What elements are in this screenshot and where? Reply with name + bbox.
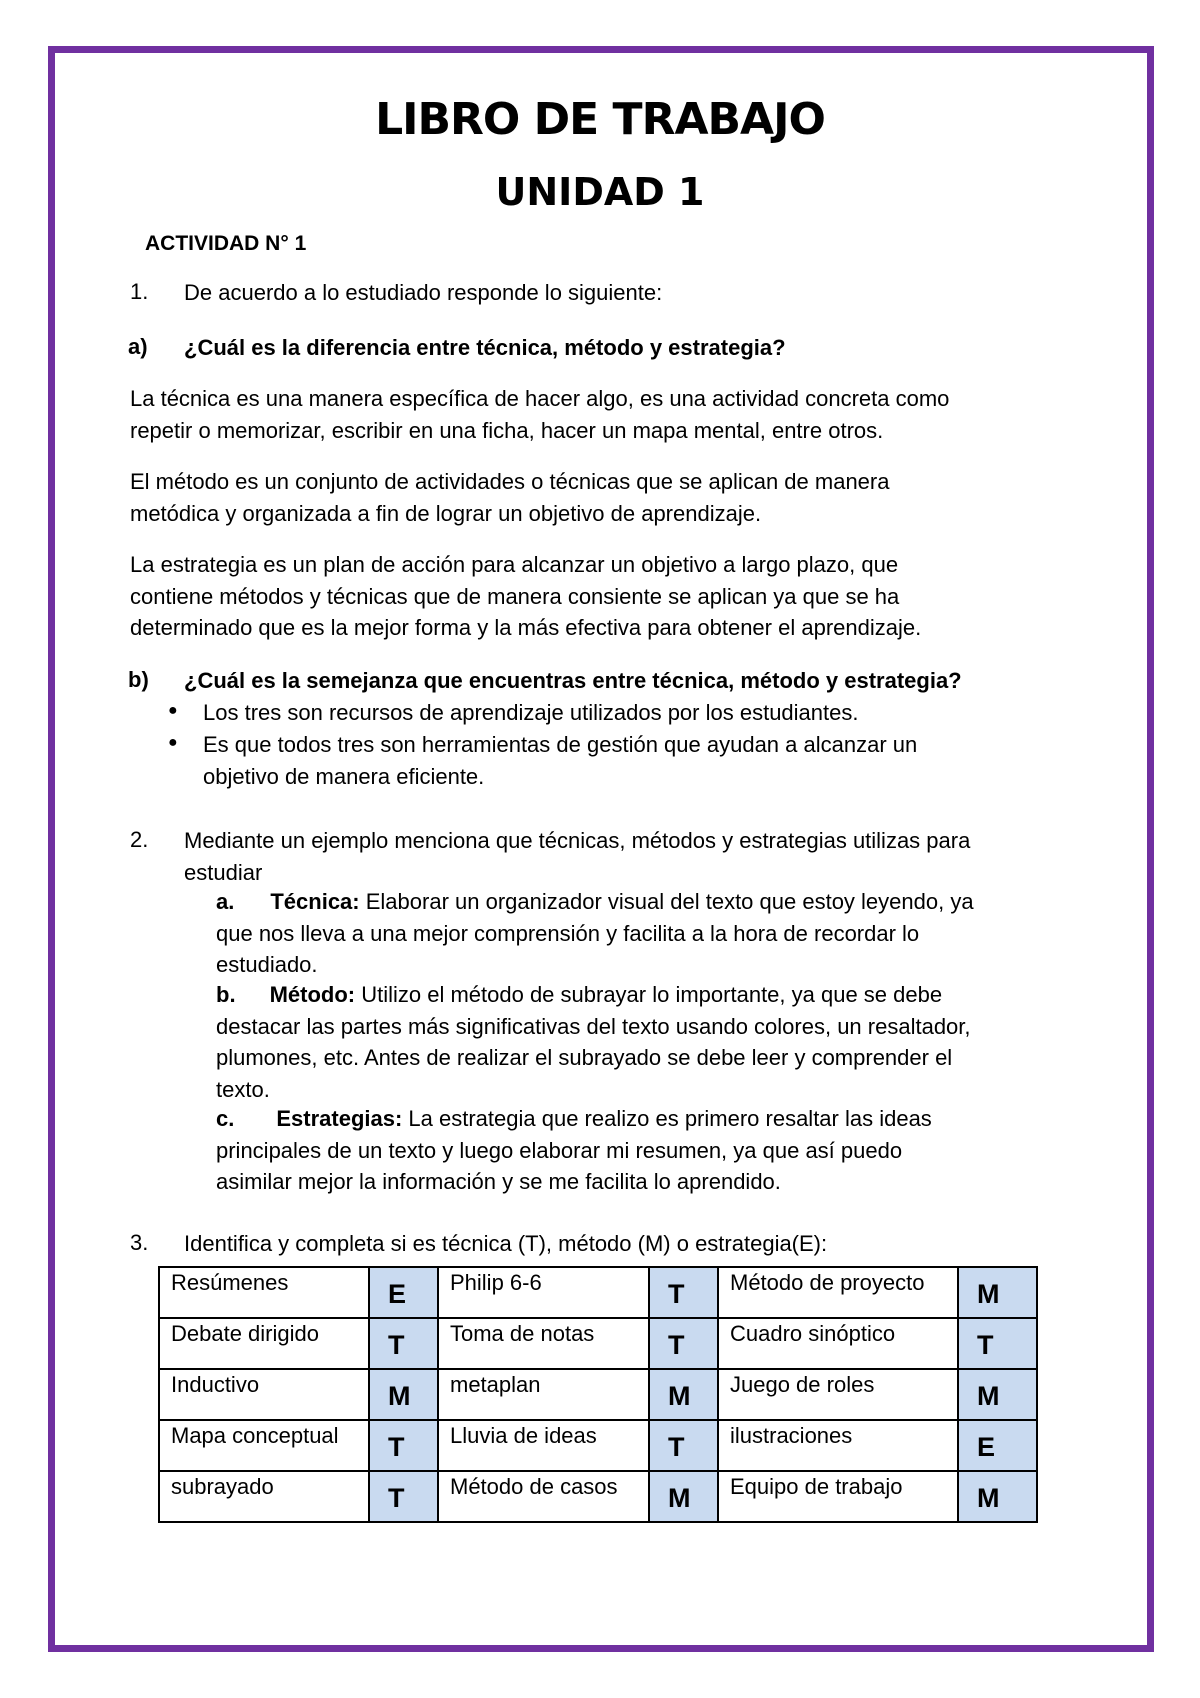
q1-text: De acuerdo a lo estudiado responde lo siguiente:	[184, 280, 663, 305]
term-cell: ilustraciones	[718, 1420, 958, 1471]
answer-cell: T	[649, 1267, 718, 1318]
answer-cell: M	[649, 1369, 718, 1420]
activity-label: ACTIVIDAD N° 1	[145, 232, 307, 255]
item-label: c.	[216, 1106, 235, 1131]
table-row	[159, 1471, 1037, 1522]
q3-number: 3.	[130, 1230, 149, 1255]
answer-cell: T	[649, 1318, 718, 1369]
q2-item-method	[216, 979, 1096, 1105]
term-cell: Método de proyecto	[718, 1267, 958, 1318]
term-cell: Cuadro sinóptico	[718, 1318, 958, 1369]
answer-cell: T	[369, 1471, 438, 1522]
item-label: a.	[216, 889, 235, 914]
text-line: asimilar mejor la información y se me facilita lo aprendido.	[216, 1169, 781, 1194]
answer-cell: T	[369, 1318, 438, 1369]
q1b-bullet-1: Los tres son recursos de aprendizaje utilizados por los estudiantes.	[203, 700, 859, 725]
item-term: Estrategias:	[276, 1106, 403, 1131]
table-row	[159, 1420, 1037, 1471]
bullet-icon: ●	[168, 734, 178, 751]
term-cell: Debate dirigido	[159, 1318, 369, 1369]
answer-cell: M	[958, 1267, 1037, 1318]
answer-cell: M	[369, 1369, 438, 1420]
text-line: plumones, etc. Antes de realizar el subrayado se debe leer y comprender el	[216, 1045, 953, 1070]
q1a-label: a)	[128, 334, 148, 359]
q1b-question: ¿Cuál es la semejanza que encuentras entre técnica, método y estrategia?	[184, 668, 962, 693]
item-term: Técnica:	[270, 889, 360, 914]
answer-cell: T	[649, 1420, 718, 1471]
answer-cell: M	[958, 1471, 1037, 1522]
text-line: El método es un conjunto de actividades o técnicas que se aplican de manera	[130, 469, 890, 494]
item-label: b.	[216, 982, 236, 1007]
answer-cell: T	[958, 1318, 1037, 1369]
text-line: estudiar	[184, 859, 263, 885]
classification-table	[158, 1266, 1038, 1523]
term-cell: Inductivo	[159, 1369, 369, 1420]
q1b-label: b)	[128, 667, 149, 692]
term-cell: subrayado	[159, 1471, 369, 1522]
text-line: texto.	[216, 1076, 270, 1102]
bullet-icon: ●	[168, 702, 178, 719]
q1a-paragraph-method	[130, 466, 889, 529]
text-line: La estrategia es un plan de acción para alcanzar un objetivo a largo plazo, que	[130, 552, 899, 577]
answer-cell: E	[958, 1420, 1037, 1471]
answer-cell: M	[958, 1369, 1037, 1420]
text-line: Es que todos tres son herramientas de gestión que ayudan a alcanzar un	[203, 732, 918, 757]
term-cell: Mapa conceptual	[159, 1420, 369, 1471]
answer-cell: T	[369, 1420, 438, 1471]
term-cell: Toma de notas	[438, 1318, 649, 1369]
text-line: destacar las partes más significativas del texto usando colores, un resaltador,	[216, 1013, 971, 1039]
table-row	[159, 1369, 1037, 1420]
table-row	[159, 1318, 1037, 1369]
answer-cell: M	[649, 1471, 718, 1522]
text-line: contiene métodos y técnicas que de manera consiente se aplican ya que se ha	[130, 583, 900, 609]
table-row	[159, 1267, 1037, 1318]
term-cell: Lluvia de ideas	[438, 1420, 649, 1471]
term-cell: Resúmenes	[159, 1267, 369, 1318]
q2-item-technique	[216, 886, 1096, 981]
text-line	[216, 979, 1096, 1011]
text-line: objetivo de manera eficiente.	[203, 763, 485, 789]
item-text: La estrategia que realizo es primero resaltar las ideas	[402, 1106, 932, 1131]
q2-number: 2.	[130, 827, 149, 852]
term-cell: metaplan	[438, 1369, 649, 1420]
item-text: Elaborar un organizador visual del texto que estoy leyendo, ya	[359, 889, 974, 914]
q3-text: Identifica y completa si es técnica (T), método (M) o estrategia(E):	[184, 1231, 828, 1256]
text-line: principales de un texto y luego elaborar mi resumen, ya que así puedo	[216, 1137, 903, 1163]
text-line: Mediante un ejemplo menciona que técnicas, métodos y estrategias utilizas para	[184, 828, 971, 853]
text-line	[216, 886, 1096, 918]
text-line: que nos lleva a una mejor comprensión y facilita a la hora de recordar lo	[216, 920, 920, 946]
q1a-paragraph-strategy	[130, 549, 921, 644]
page-title: LIBRO DE TRABAJO	[375, 94, 825, 145]
q1b-bullet-2	[203, 729, 917, 792]
term-cell: Método de casos	[438, 1471, 649, 1522]
item-text: Utilizo el método de subrayar lo importante, ya que se debe	[355, 982, 943, 1007]
q2-text	[184, 825, 970, 888]
q1a-question: ¿Cuál es la diferencia entre técnica, método y estrategia?	[184, 335, 786, 360]
item-term: Método:	[269, 982, 356, 1007]
term-cell: Philip 6-6	[438, 1267, 649, 1318]
text-line: determinado que es la mejor forma y la más efectiva para obtener el aprendizaje.	[130, 615, 922, 640]
q2-item-strategies	[216, 1103, 1096, 1198]
term-cell: Juego de roles	[718, 1369, 958, 1420]
q1-number: 1.	[130, 279, 149, 304]
text-line: repetir o memorizar, escribir en una ficha, hacer un mapa mental, entre otros.	[130, 417, 884, 443]
q1a-paragraph-technique	[130, 383, 949, 446]
text-line: metódica y organizada a fin de lograr un objetivo de aprendizaje.	[130, 500, 762, 526]
text-line: estudiado.	[216, 952, 318, 977]
unit-subtitle: UNIDAD 1	[495, 170, 705, 214]
term-cell: Equipo de trabajo	[718, 1471, 958, 1522]
answer-cell: E	[369, 1267, 438, 1318]
text-line: La técnica es una manera específica de hacer algo, es una actividad concreta como	[130, 386, 950, 411]
text-line	[216, 1103, 1096, 1135]
